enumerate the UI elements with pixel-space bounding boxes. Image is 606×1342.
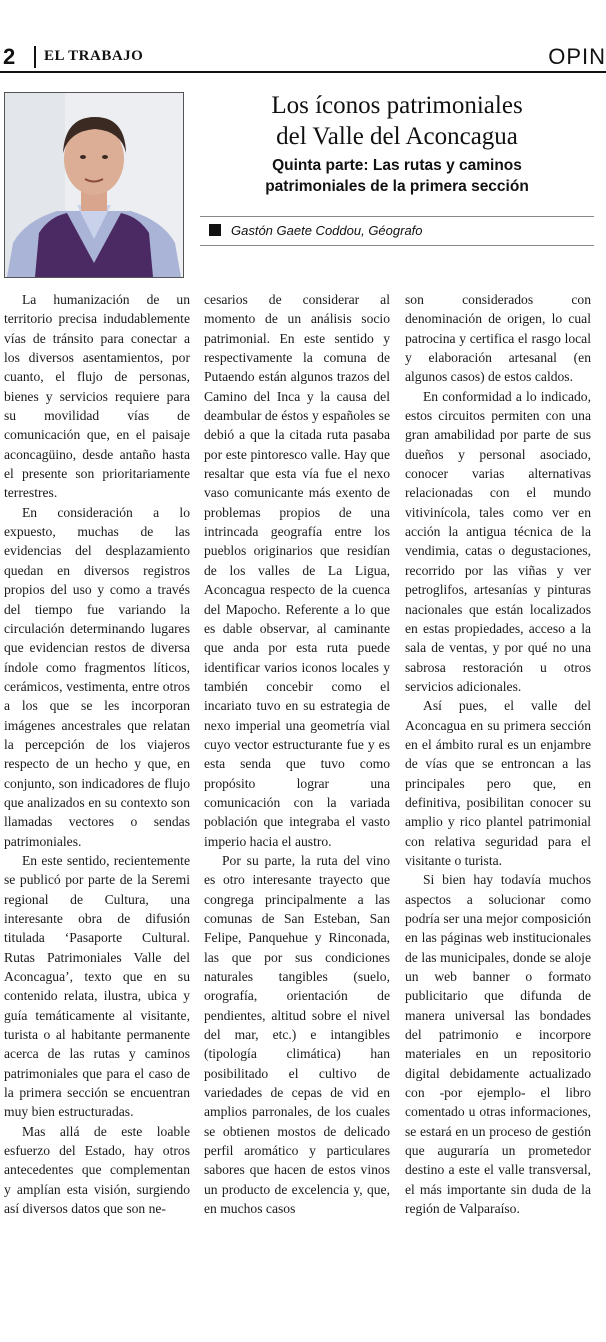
newspaper-name: EL TRABAJO	[44, 48, 144, 64]
section-name: OPIN	[548, 44, 606, 69]
paragraph: Por su parte, la ruta del vino es otro interesante trayecto que congrega principalmente a las comunas de San Esteban, San Felipe, Panquehue y Rinconada, las que por sus condiciones naturales tangibles (suelo, orografía, orientación de pendientes, altitud sobre el nivel del mar, etc.) e intangibles (tipología climática) han posibilitado el cultivo de variedades de cepas de vid en amplios parronales, de los cuales se obtienen mostos de delicado perfil aromático y particulares sabores que hacen de estos vinos un producto de excelencia y, que, en muchos casos	[204, 852, 390, 1217]
title-line-2: del Valle del Aconcagua	[276, 123, 518, 150]
author-photo	[4, 92, 184, 278]
paragraph: Así pues, el valle del Aconcagua en su primera sección en el ámbito rural es un enjambre de vías que se entroncan a las principales pero que, en definitiva, posibilitan conocer su amplio y rico plantel patrimonial con relativa seguridad para el visitante o turista.	[405, 698, 591, 868]
paragraph: Mas allá de este loable esfuerzo del Estado, hay otros antecedentes que complementan y amplían esta visión, surgiendo así diversos datos que son ne-	[4, 1123, 190, 1217]
paragraph: En conformidad a lo indicado, estos circuitos permiten con una gran amabilidad por parte de sus dueños y personal asociado, conocer varias alternativas relacionadas con el mundo vitivinícola, tales como ver en acción la antigua técnica de la vendimia, catas o degustaciones, recorrido por las viñas y ver petroglifos, artesanías y pinturas nacionales que están localizados en estas propiedades, acceso a la sala de ventas, y por qué no una sabrosa restoración u otros servicios adicionales.	[405, 388, 591, 694]
square-bullet-icon	[209, 224, 221, 236]
article-column-2	[204, 290, 390, 1340]
paragraph: La humanización de un territorio precisa indudablemente vías de tránsito para conectar a los diversos asentamientos, por cuanto, el flujo de personas, bienes y servicios requiere para su movilidad vías de comunicación que, en el paisaje aconcagüino, desde antaño hasta el presente son prioritariamente terrestres.	[4, 292, 190, 501]
paragraph: En este sentido, recientemente se publicó por parte de la Seremi regional de Cultura, una interesante obra de difusión titulada ‘Pasaporte Cultural. Rutas Patrimoniales Valle del Aconcagua’, texto que en su contenido relata, ilustra, ubica y guía temáticamente al visitante, turista o al habitante permanente acerca de las rutas y caminos patrimoniales que para el caso de la primera sección se encuentran muy bien estructuradas.	[4, 852, 190, 1120]
header-rule	[0, 71, 606, 73]
paragraph: Si bien hay todavía muchos aspectos a solucionar como podría ser una mejor composición en las páginas web institucionales de las municipales, donde se aloje un web banner o formato publicitario que difunda de manera universal las bondades del patrimonio e incorpore materiales en un repositorio digital debidamente actualizado con -por ejemplo- el libro comentado u otras informaciones, se estará en un proceso de gestión que auguraría un prometedor destino a este el valle transversal, el más importante sin duda de la región de Valparaíso.	[405, 872, 591, 1217]
paragraph: son considerados con denominación de origen, lo cual patrocina y certifica el rasgo local y elaboración artesanal (en algunos casos) de estos caldos.	[405, 292, 591, 385]
portrait-illustration	[5, 93, 183, 277]
article-subtitle	[200, 155, 594, 197]
header-divider	[34, 46, 36, 68]
byline	[209, 223, 423, 238]
page-header	[0, 0, 606, 76]
subtitle-line-2: patrimoniales de la primera sección	[265, 178, 529, 195]
title-line-1: Los íconos patrimoniales	[271, 92, 523, 119]
article-title	[200, 90, 594, 152]
author-rule-top	[200, 216, 594, 217]
paragraph: En consideración a lo expuesto, muchas de las evidencias del desplazamiento quedan en diversos registros propios del uso y como a través del tiempo fue variando la circulación determinando lugares que evidencian restos de diversa índole como fragmentos líticos, cerámicos, vestimenta, entre otros a los que se les incorporan imágenes ancestrales que relatan la percepción de los viajeros respecto de un hecho y que, en conjunto, son indicadores de flujo que analizados en su contexto son llamadas vectores o sendas patrimoniales.	[4, 504, 190, 849]
page-number: 2	[3, 44, 16, 69]
author-name: Gastón Gaete Coddou, Géografo	[231, 223, 423, 238]
article-header	[200, 90, 594, 197]
paragraph: cesarios de considerar al momento de un análisis socio patrimonial. En este sentido y respectivamente la comuna de Putaendo están algunos trazos del Camino del Inca y la causa del deambular de éstos y españoles se debió a que la citada ruta pasaba por este pintoresco valle. Hay que resaltar que esta vía fue el nexo vaso comunicante más exento de problemas propios de una intrincada geografía entre los pueblos originarios que residían de los valles de La Ligua, Aconcagua respecto de la cuenca del Mapocho. Referente a lo que es dable observar, al caminante que anda por esta ruta puede identificar varios iconos locales y también concebir como el incariato tuvo en su estrategia de nexo imperial una geometría vial cuyo vector estructurante fue y es esta senda que tuvo como propósito lograr una comunicación con la variada población que integraba el vasto imperio hacia el austro.	[204, 292, 390, 849]
subtitle-line-1: Quinta parte: Las rutas y caminos	[272, 157, 522, 174]
article-column-1	[4, 290, 190, 1340]
author-rule-bottom	[200, 245, 594, 246]
article-column-3	[405, 290, 591, 1340]
